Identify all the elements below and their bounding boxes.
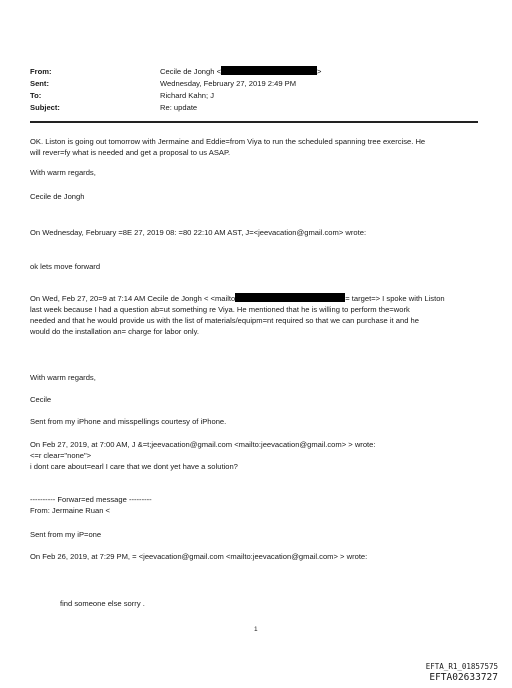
subject-label: Subject: xyxy=(30,103,60,112)
sent-label: Sent: xyxy=(30,79,49,88)
signature-text: Cecile de Jongh xyxy=(30,192,85,201)
quote-header: On Feb 26, 2019, at 7:29 PM, = <jeevacation@gmail.com <mailto:jeevacation@gmail.com> > wrote: xyxy=(30,552,368,561)
bates-number-secondary: EFTA02633727 xyxy=(429,672,498,683)
redaction-bar xyxy=(221,66,317,75)
html-artifact-text: <=r clear="none"> xyxy=(30,451,92,460)
from-value: Cecile de Jongh < xyxy=(160,67,222,76)
body-line: will rever=fy what is needed and get a proposal to us ASAP. xyxy=(30,148,231,157)
body-line: OK. Liston is going out tomorrow with Jermaine and Eddie=from Viya to run the scheduled spanning tree exercise. He xyxy=(30,137,426,146)
quote-header: On Wednesday, February =8E 27, 2019 08: =80 22:10 AM AST, J=<jeevacation@gmail.com> wrote: xyxy=(30,228,367,237)
subject-value: Re: update xyxy=(160,103,198,112)
quote-header-part: = target=> I spoke with Liston xyxy=(345,294,445,303)
forwarded-message-divider: ---------- Forwar=ed message --------- xyxy=(30,495,152,504)
final-message: find someone else sorry . xyxy=(60,599,145,608)
reply-text: ok lets move forward xyxy=(30,262,101,271)
from-suffix: > xyxy=(317,67,322,76)
iphone-signature: Sent from my iP=one xyxy=(30,530,102,539)
reply-text: i dont care about=earl I care that we dont yet have a solution? xyxy=(30,462,238,471)
to-label: To: xyxy=(30,91,42,100)
from-label: From: xyxy=(30,67,52,76)
page-number: 1 xyxy=(254,626,258,633)
body-line: needed and that he would provide us with the list of materials/equipm=nt required so that we can purchase it and he xyxy=(30,316,419,325)
body-line: would do the installation an= charge for labor only. xyxy=(30,327,199,336)
iphone-signature: Sent from my iPhone and misspellings courtesy of iPhone. xyxy=(30,417,227,426)
sent-value: Wednesday, February 27, 2019 2:49 PM xyxy=(160,79,297,88)
quote-header-part: On Wed, Feb 27, 20=9 at 7:14 AM Cecile de Jongh < <mailto xyxy=(30,294,236,303)
bates-number-primary: EFTA_R1_01857575 xyxy=(425,662,498,671)
header-divider xyxy=(30,121,478,123)
redaction-bar xyxy=(235,293,345,302)
forwarded-from: From: Jermaine Ruan < xyxy=(30,506,110,515)
signature-text: Cecile xyxy=(30,395,52,404)
to-value: Richard Kahn; J xyxy=(160,91,215,100)
regards-text: With warm regards, xyxy=(30,373,96,382)
body-line: last week because I had a question ab=ut something re Viya. He mentioned that he is willing to perform the=work xyxy=(30,305,410,314)
body-line-with-redaction xyxy=(30,293,445,304)
regards-text: With warm regards, xyxy=(30,168,96,177)
from-value-group xyxy=(160,66,321,77)
quote-header: On Feb 27, 2019, at 7:00 AM, J &=t;jeevacation@gmail.com <mailto:jeevacation@gmail.com> > wrote: xyxy=(30,440,376,449)
